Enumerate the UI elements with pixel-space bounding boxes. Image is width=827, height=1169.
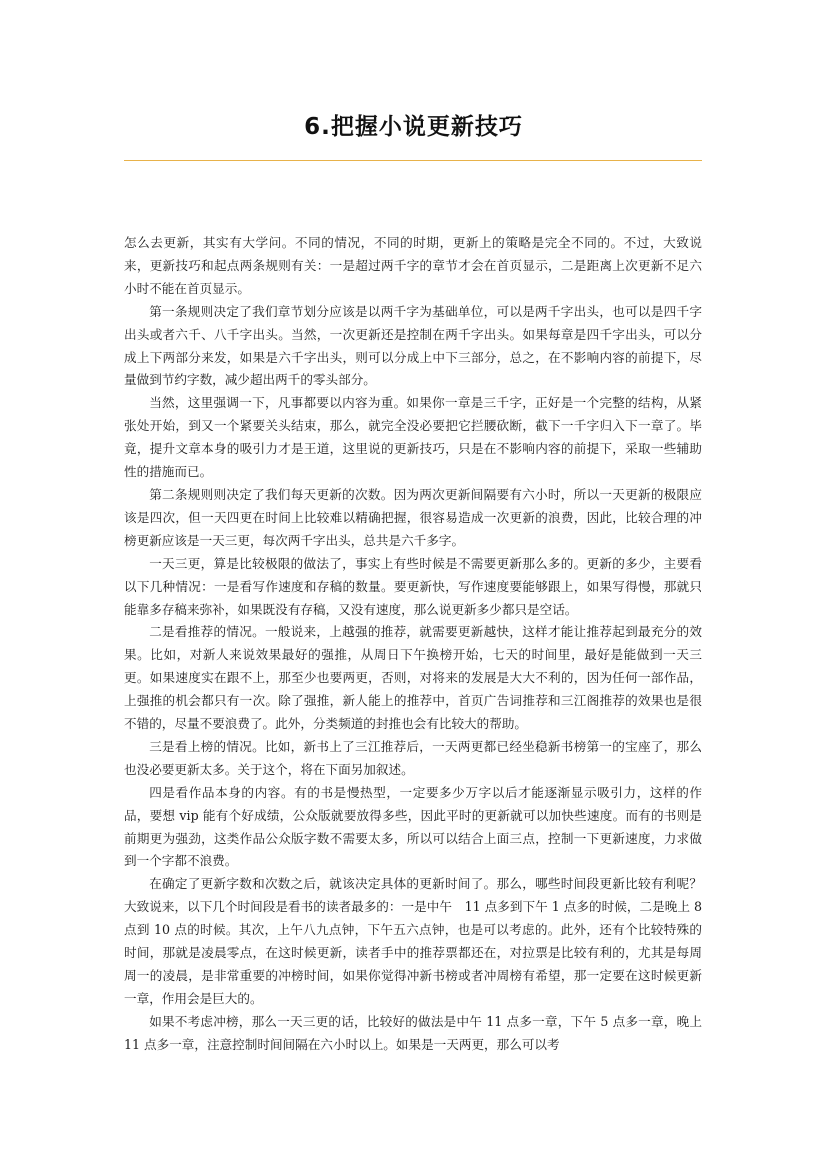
paragraph: 如果不考虑冲榜，那么一天三更的话，比较好的做法是中午 11 点多一章，下午 5 点多一章，晚上 11 点多一章，注意控制时间间隔在六小时以上。如果是一天两更，那么可以考 [124, 1013, 702, 1052]
page-title: 6.把握小说更新技巧 [304, 114, 523, 140]
title-divider [124, 160, 702, 161]
paragraph: 二是看推荐的情况。一般说来，上越强的推荐，就需要更新越快，这样才能让推荐起到最充分的效果。比如，对新人来说效果最好的强推，从周日下午换榜开始，七天的时间里，最好是能做到一天三更。如果速度实在跟不上，那至少也要两更，否则，对将来的发展是大大不利的，因为任何一部作品，上强推的机会都只有一次。除了强推，新人能上的推荐中，首页广告词推荐和三江阁推荐的效果也是很不错的，尽量不要浪费了。此外，分类频道的封推也会有比较大的帮助。 [124, 624, 702, 732]
paragraph: 第一条规则决定了我们章节划分应该是以两千字为基础单位，可以是两千字出头，也可以是四千字出头或者六千、八千字出头。当然，一次更新还是控制在两千字出头。如果每章是四千字出头，可以分成上下两部分来发，如果是六千字出头，则可以分成上中下三部分，总之，在不影响内容的前提下，尽量做到节约字数，减少超出两千的零头部分。 [124, 303, 702, 388]
paragraph: 一天三更，算是比较极限的做法了，事实上有些时候是不需要更新那么多的。更新的多少，主要看以下几种情况：一是看写作速度和存稿的数量。要更新快，写作速度要能够跟上，如果写得慢，那就只能靠多存稿来弥补，如果既没有存稿，又没有速度，那么说更新多少都只是空话。 [124, 555, 702, 617]
paragraph: 怎么去更新，其实有大学问。不同的情况，不同的时期，更新上的策略是完全不同的。不过，大致说来，更新技巧和起点两条规则有关：一是超过两千字的章节才会在首页显示，二是距离上次更新不足六小时不能在首页显示。 [124, 235, 702, 296]
paragraph: 在确定了更新字数和次数之后，就该决定具体的更新时间了。那么，哪些时间段更新比较有利呢？大致说来，以下几个时间段是看书的读者最多的：一是中午 11 点多到下午 1 点多的时候，二是晚上 8 点到 10 点的时候。其次，上午八九点钟，下午五六点钟，也是可以考虑的。此外，还有个比较特殊的时间，那就是凌晨零点，在这时候更新，读者手中的推荐票都还在，对拉票是比较有利的，尤其是每周周一的凌晨，是非常重要的冲榜时间，如果你觉得冲新书榜或者冲周榜有希望，那一定要在这时候更新一章，作用会是巨大的。 [124, 876, 702, 1006]
article-body [124, 232, 702, 1057]
paragraph: 三是看上榜的情况。比如，新书上了三江推荐后，一天两更都已经坐稳新书榜第一的宝座了，那么也没必要更新太多。关于这个，将在下面另加叙述。 [124, 738, 702, 777]
paragraph: 第二条规则则决定了我们每天更新的次数。因为两次更新间隔要有六小时，所以一天更新的极限应该是四次，但一天四更在时间上比较难以精确把握，很容易造成一次更新的浪费，因此，比较合理的冲榜更新应该是一天三更，每次两千字出头，总共是六千多字。 [124, 486, 702, 548]
paragraph: 当然，这里强调一下，凡事都要以内容为重。如果你一章是三千字，正好是一个完整的结构，从紧张处开始，到又一个紧要关头结束，那么，就完全没必要把它拦腰砍断，截下一千字归入下一章了。毕竟，提升文章本身的吸引力才是王道，这里说的更新技巧，只是在不影响内容的前提下，采取一些辅助性的措施而已。 [124, 395, 702, 480]
paragraph: 四是看作品本身的内容。有的书是慢热型，一定要多少万字以后才能逐渐显示吸引力，这样的作品，要想 vip 能有个好成绩，公众版就要放得多些，因此平时的更新就可以加快些速度。而有的书则是前期更为强劲，这类作品公众版字数不需要太多，所以可以结合上面三点，控制一下更新速度，力求做到一个字都不浪费。 [124, 784, 702, 869]
